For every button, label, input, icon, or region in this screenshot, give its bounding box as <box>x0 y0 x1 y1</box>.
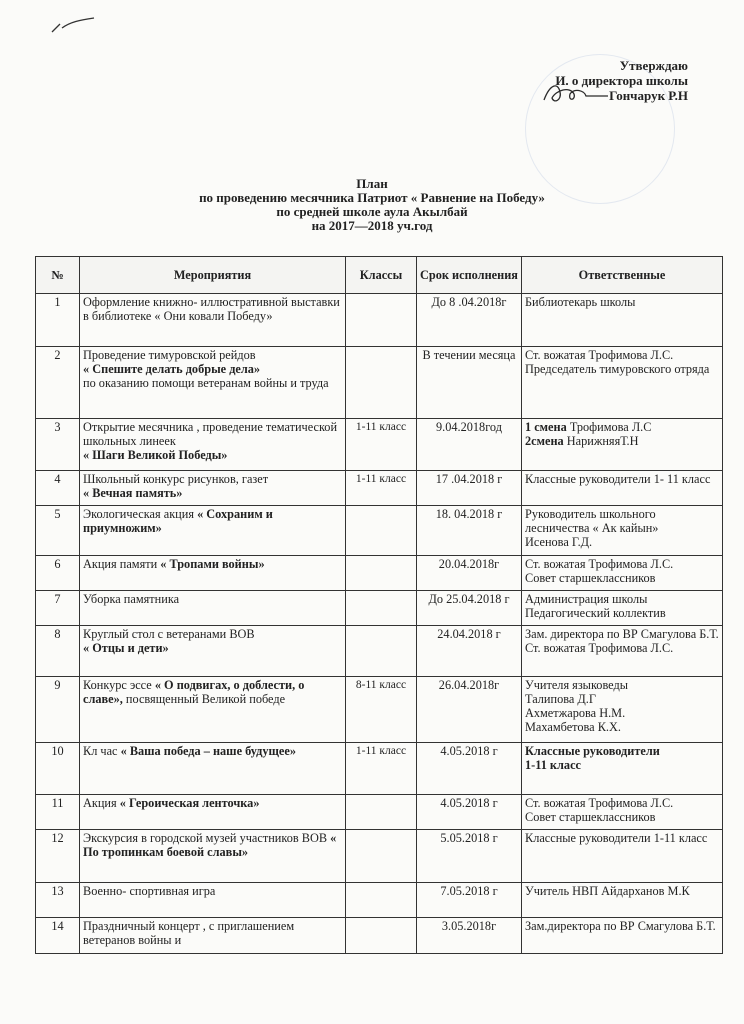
responsible-line: Зам. директора по ВР Смагулова Б.Т. <box>525 627 719 641</box>
row-event <box>80 556 346 591</box>
row-responsible: Зам.директора по ВР Смагулова Б.Т. <box>522 918 723 954</box>
table-row <box>36 743 723 795</box>
responsible-line: Исенова Г.Д. <box>525 535 593 549</box>
event-title: « Тропами войны» <box>160 557 265 571</box>
event-text: Экологическая акция <box>83 507 194 521</box>
event-text: по оказанию помощи ветеранам войны и труда <box>83 376 329 390</box>
row-num: 11 <box>36 795 80 830</box>
event-text: Открытие месячника , проведение тематической школьных линеек <box>83 420 338 448</box>
row-deadline: В течении месяца <box>417 347 522 419</box>
header-num: № <box>36 257 80 294</box>
responsible-shift: 1 смена <box>525 420 567 434</box>
row-num: 2 <box>36 347 80 419</box>
row-responsible: Библиотекарь школы <box>522 294 723 347</box>
row-responsible <box>522 743 723 795</box>
row-event: Оформление книжно- иллюстративной выставки в библиотеке « Они ковали Победу» <box>80 294 346 347</box>
row-responsible <box>522 347 723 419</box>
row-responsible: Классные руководители 1- 11 класс <box>522 471 723 506</box>
responsible-line: Ст. вожатая Трофимова Л.С. <box>525 796 674 810</box>
table-row <box>36 591 723 626</box>
responsible-line: Педагогический коллектив <box>525 606 666 620</box>
responsible-line: Ахметжарова Н.М. <box>525 706 626 720</box>
row-deadline: 7.05.2018 г <box>417 883 522 918</box>
table-row <box>36 419 723 471</box>
title-line-2: по проведению месячника Патриот « Равнение на Победу» <box>199 190 545 205</box>
row-responsible: Учитель НВП Айдарханов М.К <box>522 883 723 918</box>
event-text: Проведение тимуровской рейдов <box>83 348 256 362</box>
responsible-line: Руководитель школьного лесничества « Ак кайын» <box>525 507 659 535</box>
approval-line-1: Утверждаю <box>619 58 688 73</box>
row-classes <box>346 591 417 626</box>
row-num: 3 <box>36 419 80 471</box>
row-deadline: 17 .04.2018 г <box>417 471 522 506</box>
row-responsible <box>522 591 723 626</box>
table-row <box>36 556 723 591</box>
header-deadline: Срок исполнения <box>417 257 522 294</box>
row-responsible: Классные руководители 1-11 класс <box>522 830 723 883</box>
responsible-line: Совет старшеклассников <box>525 571 656 585</box>
row-num: 10 <box>36 743 80 795</box>
row-classes <box>346 506 417 556</box>
table-row <box>36 471 723 506</box>
table-row <box>36 830 723 883</box>
event-title: « Героическая ленточка» <box>119 796 260 810</box>
row-deadline: До 8 .04.2018г <box>417 294 522 347</box>
title-line-1: План <box>356 176 388 191</box>
row-event <box>80 830 346 883</box>
row-classes: 1-11 класс <box>346 419 417 471</box>
event-text: Школьный конкурс рисунков, газет <box>83 472 269 486</box>
table-row <box>36 883 723 918</box>
responsible-line: Администрация школы <box>525 592 648 606</box>
table-row <box>36 294 723 347</box>
row-classes <box>346 883 417 918</box>
title-line-3: по средней школе аула Акылбай <box>276 204 468 219</box>
row-responsible <box>522 795 723 830</box>
row-event: Уборка памятника <box>80 591 346 626</box>
responsible-line: Классные руководители <box>525 744 660 758</box>
table-row <box>36 506 723 556</box>
row-classes <box>346 918 417 954</box>
responsible-line: Трофимова Л.С <box>569 420 652 434</box>
row-event <box>80 347 346 419</box>
responsible-line: Совет старшеклассников <box>525 810 656 824</box>
event-title: « Спешите делать добрые дела» <box>83 362 261 376</box>
responsible-shift: 2смена <box>525 434 564 448</box>
event-text: посвященный Великой победе <box>125 692 286 706</box>
event-title: « Вечная память» <box>83 486 183 500</box>
event-text: Кл час <box>83 744 118 758</box>
responsible-line: Ст. вожатая Трофимова Л.С. <box>525 641 674 655</box>
row-num: 5 <box>36 506 80 556</box>
table-row <box>36 347 723 419</box>
event-title: « Шаги Великой Победы» <box>83 448 228 462</box>
event-title: « Ваша победа – наше будущее» <box>120 744 296 758</box>
document-title <box>0 177 744 233</box>
event-title: « Сохраним и приумножим» <box>83 507 273 535</box>
row-num: 8 <box>36 626 80 677</box>
row-classes <box>346 795 417 830</box>
event-text: Экскурсия в городской музей участников ВОВ <box>83 831 328 845</box>
row-responsible <box>522 506 723 556</box>
row-deadline: 20.04.2018г <box>417 556 522 591</box>
responsible-line: Ст. вожатая Трофимова Л.С. <box>525 557 674 571</box>
row-classes: 1-11 класс <box>346 471 417 506</box>
table-row <box>36 795 723 830</box>
header-classes: Классы <box>346 257 417 294</box>
responsible-line: Махамбетова К.Х. <box>525 720 621 734</box>
row-deadline: 18. 04.2018 г <box>417 506 522 556</box>
row-event <box>80 795 346 830</box>
row-num: 6 <box>36 556 80 591</box>
event-title: « Отцы и дети» <box>83 641 169 655</box>
event-title: « По тропинкам боевой славы» <box>83 831 337 859</box>
row-deadline: 4.05.2018 г <box>417 743 522 795</box>
row-event: Военно- спортивная игра <box>80 883 346 918</box>
responsible-line: Талипова Д.Г <box>525 692 596 706</box>
row-deadline: 3.05.2018г <box>417 918 522 954</box>
header-event: Мероприятия <box>80 257 346 294</box>
row-num: 13 <box>36 883 80 918</box>
row-classes <box>346 556 417 591</box>
event-text: Акция <box>83 796 117 810</box>
approval-line-3: Гончарук Р.Н <box>609 88 688 103</box>
table-row <box>36 626 723 677</box>
row-event <box>80 419 346 471</box>
event-text: Круглый стол с ветеранами ВОВ <box>83 627 255 641</box>
row-deadline: 9.04.2018год <box>417 419 522 471</box>
row-event <box>80 471 346 506</box>
row-classes <box>346 626 417 677</box>
row-deadline: 24.04.2018 г <box>417 626 522 677</box>
responsible-line: Учителя языковеды <box>525 678 628 692</box>
row-classes: 1-11 класс <box>346 743 417 795</box>
approval-line-2: И. о директора школы <box>555 73 688 88</box>
event-text: Акция памяти <box>83 557 158 571</box>
row-event: Праздничный концерт , с приглашением ветеранов войны и <box>80 918 346 954</box>
row-event <box>80 677 346 743</box>
row-deadline: 4.05.2018 г <box>417 795 522 830</box>
table-row <box>36 918 723 954</box>
row-responsible <box>522 419 723 471</box>
row-classes <box>346 294 417 347</box>
responsible-line: 1-11 класс <box>525 758 581 772</box>
row-num: 4 <box>36 471 80 506</box>
row-num: 12 <box>36 830 80 883</box>
responsible-line: НарижняяТ.Н <box>566 434 639 448</box>
responsible-line: Председатель тимуровского отряда <box>525 362 710 376</box>
event-title: « О подвигах, о доблести, о славе», <box>83 678 305 706</box>
event-text: Конкурс эссе <box>83 678 152 692</box>
header-responsible: Ответственные <box>522 257 723 294</box>
plan-table <box>35 256 723 954</box>
margin-mark <box>50 14 98 36</box>
title-line-4: на 2017—2018 уч.год <box>311 218 433 233</box>
row-num: 14 <box>36 918 80 954</box>
table-row <box>36 677 723 743</box>
row-deadline: 26.04.2018г <box>417 677 522 743</box>
row-num: 9 <box>36 677 80 743</box>
row-event <box>80 743 346 795</box>
responsible-line: Ст. вожатая Трофимова Л.С. <box>525 348 674 362</box>
row-deadline: 5.05.2018 г <box>417 830 522 883</box>
row-classes <box>346 830 417 883</box>
row-num: 7 <box>36 591 80 626</box>
signature-image <box>540 78 612 108</box>
row-deadline: До 25.04.2018 г <box>417 591 522 626</box>
row-event <box>80 626 346 677</box>
row-classes: 8-11 класс <box>346 677 417 743</box>
row-classes <box>346 347 417 419</box>
row-num: 1 <box>36 294 80 347</box>
table-header-row <box>36 257 723 294</box>
row-responsible <box>522 626 723 677</box>
row-event <box>80 506 346 556</box>
row-responsible <box>522 556 723 591</box>
row-responsible <box>522 677 723 743</box>
